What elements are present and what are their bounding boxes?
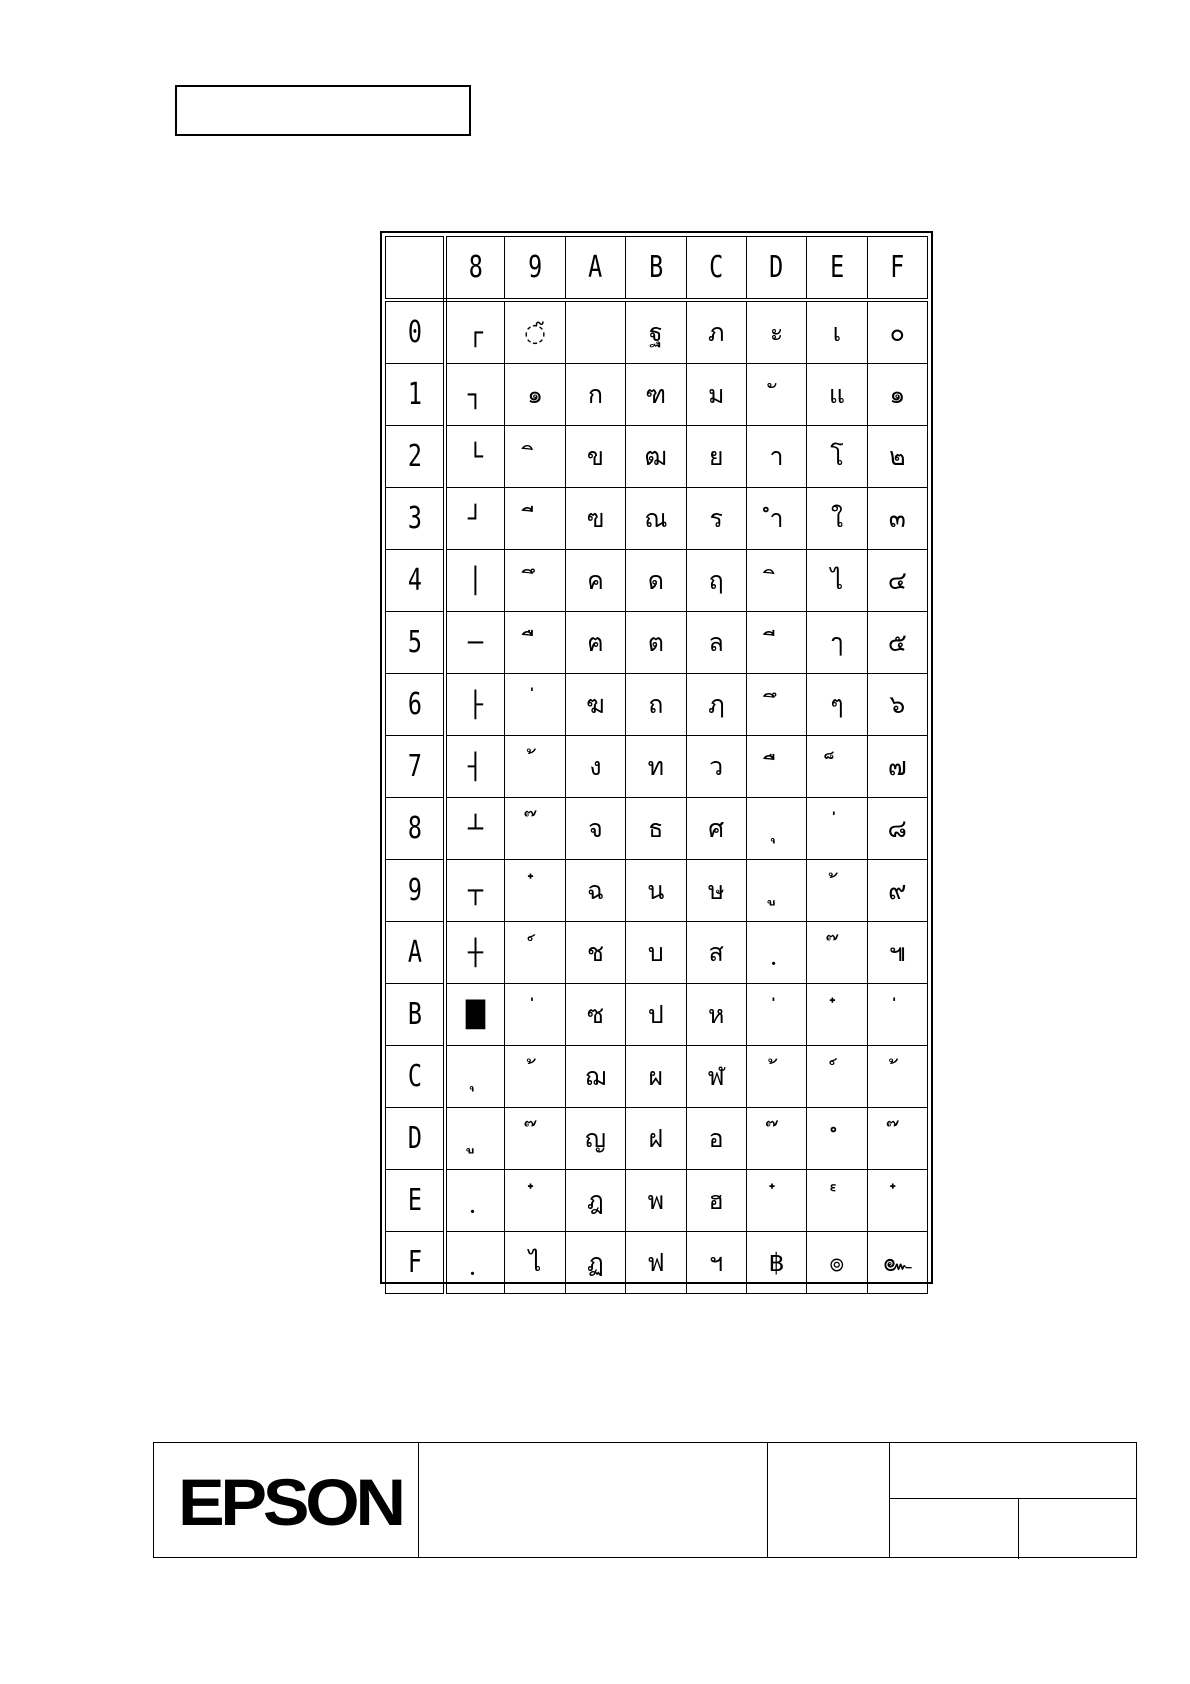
table-row	[386, 984, 928, 1046]
glyph-cell: ง	[565, 736, 625, 798]
glyph-cell: ฅ	[565, 612, 625, 674]
glyph-cell: ┐	[445, 364, 505, 426]
glyph-cell: ฑ	[626, 364, 686, 426]
glyph-cell: ศ	[686, 798, 746, 860]
table-row	[386, 426, 928, 488]
glyph-cell: พ	[626, 1170, 686, 1232]
glyph-cell: ไ	[505, 1232, 565, 1294]
glyph-cell: █	[445, 984, 505, 1046]
glyph-cell: ๓	[867, 488, 927, 550]
glyph-cell: ร	[686, 488, 746, 550]
glyph-cell: ต	[626, 612, 686, 674]
glyph-cell: ┌	[445, 300, 505, 364]
glyph-cell	[746, 550, 806, 612]
glyph-cell: ◌̃	[505, 300, 565, 364]
glyph-cell: า	[746, 426, 806, 488]
glyph-cell: ญ	[565, 1108, 625, 1170]
glyph-cell: ฿	[746, 1232, 806, 1294]
row-header: 0	[392, 300, 438, 364]
glyph-cell: ฏ	[565, 1232, 625, 1294]
glyph-cell: ฮ	[686, 1170, 746, 1232]
character-code-table	[380, 231, 933, 1284]
table-row	[386, 922, 928, 984]
glyph-cell: ฃ	[565, 488, 625, 550]
glyph-cell	[505, 860, 565, 922]
row-header: 1	[392, 364, 438, 426]
glyph-cell	[505, 736, 565, 798]
row-header: 7	[392, 736, 438, 798]
glyph-cell	[807, 1170, 867, 1232]
column-header: 8	[451, 237, 498, 301]
table-row	[386, 798, 928, 860]
glyph-cell: โ	[807, 426, 867, 488]
glyph-cell	[505, 1046, 565, 1108]
glyph-cell	[746, 922, 806, 984]
glyph-cell	[807, 984, 867, 1046]
row-header: A	[392, 922, 438, 984]
epson-logo: EPSON	[178, 1465, 402, 1539]
glyph-cell: ฦ	[686, 674, 746, 736]
glyph-cell	[746, 1108, 806, 1170]
glyph-cell: ├	[445, 674, 505, 736]
glyph-cell: ก	[565, 364, 625, 426]
glyph-cell	[505, 488, 565, 550]
glyph-cell: บ	[626, 922, 686, 984]
glyph-cell	[445, 1170, 505, 1232]
glyph-cell	[505, 550, 565, 612]
column-header: A	[572, 237, 619, 301]
glyph-cell	[807, 1046, 867, 1108]
glyph-cell: ๑	[505, 364, 565, 426]
glyph-cell: ใ	[807, 488, 867, 550]
glyph-cell: ค	[565, 550, 625, 612]
table-row	[386, 488, 928, 550]
glyph-cell	[746, 736, 806, 798]
glyph-cell: ณ	[626, 488, 686, 550]
glyph-cell: ๒	[867, 426, 927, 488]
glyph-cell: ๔	[867, 550, 927, 612]
glyph-cell: ฐ	[626, 300, 686, 364]
glyph-cell	[505, 1170, 565, 1232]
glyph-cell: ┼	[445, 922, 505, 984]
glyph-cell	[565, 300, 625, 364]
glyph-cell: └	[445, 426, 505, 488]
column-header-row	[386, 237, 928, 301]
glyph-cell	[445, 1046, 505, 1108]
glyph-cell: ๐	[867, 300, 927, 364]
column-header: F	[874, 237, 921, 301]
glyph-cell: แ	[807, 364, 867, 426]
glyph-cell: ฝ	[626, 1108, 686, 1170]
glyph-cell: │	[445, 550, 505, 612]
row-header: 9	[392, 860, 438, 922]
row-header: B	[392, 984, 438, 1046]
glyph-cell: ฤ	[686, 550, 746, 612]
title-block-divider	[418, 1443, 419, 1557]
glyph-cell: ว	[686, 736, 746, 798]
glyph-cell	[746, 798, 806, 860]
glyph-cell: ห	[686, 984, 746, 1046]
table-row	[386, 674, 928, 736]
glyph-cell: ๏	[807, 1232, 867, 1294]
glyph-cell	[746, 984, 806, 1046]
glyph-cell: ม	[686, 364, 746, 426]
table-row	[386, 1046, 928, 1108]
glyph-cell: ┤	[445, 736, 505, 798]
table-row	[386, 860, 928, 922]
glyph-cell	[867, 1170, 927, 1232]
table-row	[386, 1108, 928, 1170]
glyph-cell: ๙	[867, 860, 927, 922]
glyph-cell: ส	[686, 922, 746, 984]
table-row	[386, 736, 928, 798]
glyph-cell: ธ	[626, 798, 686, 860]
glyph-cell: ฯ	[686, 1232, 746, 1294]
column-header: E	[813, 237, 860, 301]
glyph-cell: ข	[565, 426, 625, 488]
glyph-cell: ล	[686, 612, 746, 674]
glyph-cell: ท	[626, 736, 686, 798]
code-grid	[385, 236, 928, 1294]
row-header: E	[392, 1170, 438, 1232]
row-header: 3	[392, 488, 438, 550]
glyph-cell	[505, 612, 565, 674]
glyph-cell: ─	[445, 612, 505, 674]
glyph-cell	[505, 922, 565, 984]
glyph-cell: น	[626, 860, 686, 922]
glyph-cell	[505, 674, 565, 736]
column-header: C	[693, 237, 740, 301]
glyph-cell	[746, 612, 806, 674]
glyph-cell: ๑	[867, 364, 927, 426]
glyph-cell: จ	[565, 798, 625, 860]
glyph-cell: ฒ	[626, 426, 686, 488]
glyph-cell: ฌ	[565, 1046, 625, 1108]
table-row	[386, 1232, 928, 1294]
glyph-cell: ๛	[867, 1232, 927, 1294]
glyph-cell	[746, 860, 806, 922]
glyph-cell: ┴	[445, 798, 505, 860]
glyph-cell	[505, 426, 565, 488]
row-header: 4	[392, 550, 438, 612]
glyph-cell	[505, 984, 565, 1046]
glyph-cell: เ	[807, 300, 867, 364]
title-block-divider	[1018, 1498, 1019, 1559]
glyph-cell: ๖	[867, 674, 927, 736]
glyph-cell: ฉ	[565, 860, 625, 922]
glyph-cell	[867, 1108, 927, 1170]
title-block	[153, 1442, 1137, 1558]
row-header: C	[392, 1046, 438, 1108]
glyph-cell	[746, 674, 806, 736]
glyph-cell	[746, 364, 806, 426]
row-header: F	[392, 1232, 438, 1294]
glyph-cell: ๗	[867, 736, 927, 798]
glyph-cell	[505, 798, 565, 860]
row-header: 8	[392, 798, 438, 860]
glyph-cell	[867, 984, 927, 1046]
table-row	[386, 1170, 928, 1232]
title-block-divider	[889, 1443, 890, 1557]
glyph-cell: ฬ	[686, 1046, 746, 1108]
glyph-cell: ซ	[565, 984, 625, 1046]
glyph-cell: ๘	[867, 798, 927, 860]
glyph-cell: ฆ	[565, 674, 625, 736]
glyph-cell: ┘	[445, 488, 505, 550]
glyph-cell: ไ	[807, 550, 867, 612]
glyph-cell	[807, 1108, 867, 1170]
glyph-cell: ะ	[746, 300, 806, 364]
glyph-cell: ผ	[626, 1046, 686, 1108]
title-box	[175, 85, 471, 136]
column-header: 9	[512, 237, 559, 301]
glyph-cell: ป	[626, 984, 686, 1046]
glyph-cell: ำ	[746, 488, 806, 550]
glyph-cell	[746, 1170, 806, 1232]
glyph-cell: ฎ	[565, 1170, 625, 1232]
table-row	[386, 612, 928, 674]
glyph-cell: ภ	[686, 300, 746, 364]
glyph-cell	[505, 1108, 565, 1170]
glyph-cell	[445, 1108, 505, 1170]
title-block-divider	[767, 1443, 768, 1557]
glyph-cell: ถ	[626, 674, 686, 736]
table-row	[386, 550, 928, 612]
glyph-cell: ด	[626, 550, 686, 612]
table-row	[386, 364, 928, 426]
row-header: 2	[392, 426, 438, 488]
glyph-cell: ย	[686, 426, 746, 488]
glyph-cell	[807, 798, 867, 860]
glyph-cell	[807, 922, 867, 984]
glyph-cell	[807, 860, 867, 922]
glyph-cell	[445, 1232, 505, 1294]
glyph-cell	[807, 736, 867, 798]
row-header: 5	[392, 612, 438, 674]
glyph-cell: ษ	[686, 860, 746, 922]
glyph-cell: ๅ	[807, 612, 867, 674]
glyph-cell: ๕	[867, 612, 927, 674]
title-block-divider	[889, 1498, 1136, 1499]
row-header: 6	[392, 674, 438, 736]
glyph-cell	[867, 1046, 927, 1108]
glyph-cell: ฟ	[626, 1232, 686, 1294]
glyph-cell: ๆ	[807, 674, 867, 736]
column-header: D	[753, 237, 800, 301]
glyph-cell: อ	[686, 1108, 746, 1170]
glyph-cell: ช	[565, 922, 625, 984]
row-header: D	[392, 1108, 438, 1170]
glyph-cell	[746, 1046, 806, 1108]
corner-cell	[386, 237, 445, 301]
glyph-cell: ๚	[867, 922, 927, 984]
glyph-cell: ┬	[445, 860, 505, 922]
column-header: B	[632, 237, 679, 301]
table-row	[386, 300, 928, 364]
